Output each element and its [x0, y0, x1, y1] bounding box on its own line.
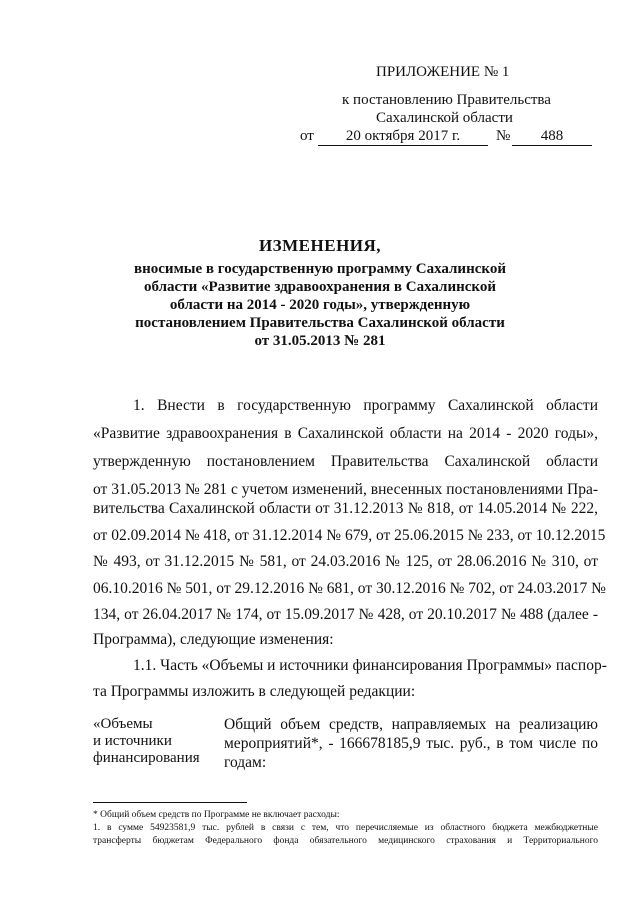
appendix-from-label: от [300, 128, 314, 144]
appendix-title: ПРИЛОЖЕНИЕ № 1 [376, 64, 510, 80]
heading-subline: вносимые в государственную программу Сахалинской [134, 261, 506, 277]
paragraph-line: 06.10.2016 № 501, от 29.12.2016 № 681, от 30.12.2016 № 702, от 24.03.2017 № [93, 580, 606, 597]
document-heading: ИЗМЕНЕНИЯ, [258, 236, 382, 255]
heading-subline: области «Развитие здравоохранения в Сахалинской [144, 279, 496, 295]
paragraph-line: 1. Внести в государственную программу Сахалинской области [133, 397, 598, 414]
appendix-number-label: № [496, 128, 511, 144]
table-value-line: Общий объем средств, направляемых на реализацию [224, 716, 598, 733]
appendix-resolution-line: к постановлению Правительства [342, 92, 551, 108]
paragraph-line: 134, от 26.04.2017 № 174, от 15.09.2017 № 428, от 20.10.2017 № 488 (далее - [93, 606, 598, 623]
table-value-line: мероприятий*, - 166678185,9 тыс. руб., в том числе по [224, 735, 598, 752]
heading-subline: области на 2014 - 2020 годы», утвержденную [169, 297, 471, 313]
table-value-line: годам: [224, 754, 267, 771]
paragraph-line: Программа), следующие изменения: [93, 631, 334, 648]
footnote-line: * Общий объем средств по Программе не включает расходы: [93, 810, 340, 820]
paragraph-line: вительства Сахалинской области от 31.12.2013 № 818, от 14.05.2014 № 222, [93, 500, 598, 517]
footnote-divider [93, 802, 247, 803]
paragraph-line: та Программы изложить в следующей редакции: [93, 683, 416, 700]
table-label-line: финансирования [93, 750, 200, 766]
paragraph-line: 1.1. Часть «Объемы и источники финансирования Программы» паспор- [133, 657, 607, 674]
heading-subline: постановлением Правительства Сахалинской области [135, 315, 505, 331]
appendix-number-field: 488 [512, 128, 592, 146]
paragraph-line: «Развитие здравоохранения в Сахалинской области на 2014 - 2020 годы», [93, 425, 598, 442]
paragraph-line: от 02.09.2014 № 418, от 31.12.2014 № 679, от 25.06.2015 № 233, от 10.12.2015 [93, 527, 606, 544]
footnote-line: трансферты бюджетам Федерального фонда обязательного медицинского страхования и Территориального [93, 836, 598, 846]
paragraph-line: от 31.05.2013 № 281 с учетом изменений, внесенных постановлениями Пра- [93, 481, 598, 498]
paragraph-line: № 493, от 31.12.2015 № 581, от 24.03.2016 № 125, от 28.06.2016 № 310, от [93, 553, 598, 570]
table-label-line: «Объемы [93, 716, 153, 732]
paragraph-line: утвержденную постановлением Правительства Сахалинской области [93, 453, 598, 470]
footnote-line: 1. в сумме 54923581,9 тыс. рублей в связи с тем, что перечисляемые из областного бюджета межбюджетные [93, 823, 598, 833]
heading-subline: от 31.05.2013 № 281 [254, 333, 386, 349]
appendix-region-line: Сахалинской области [376, 110, 513, 126]
appendix-date-field: 20 октября 2017 г. [318, 128, 488, 146]
table-label-line: и источники [93, 733, 172, 749]
